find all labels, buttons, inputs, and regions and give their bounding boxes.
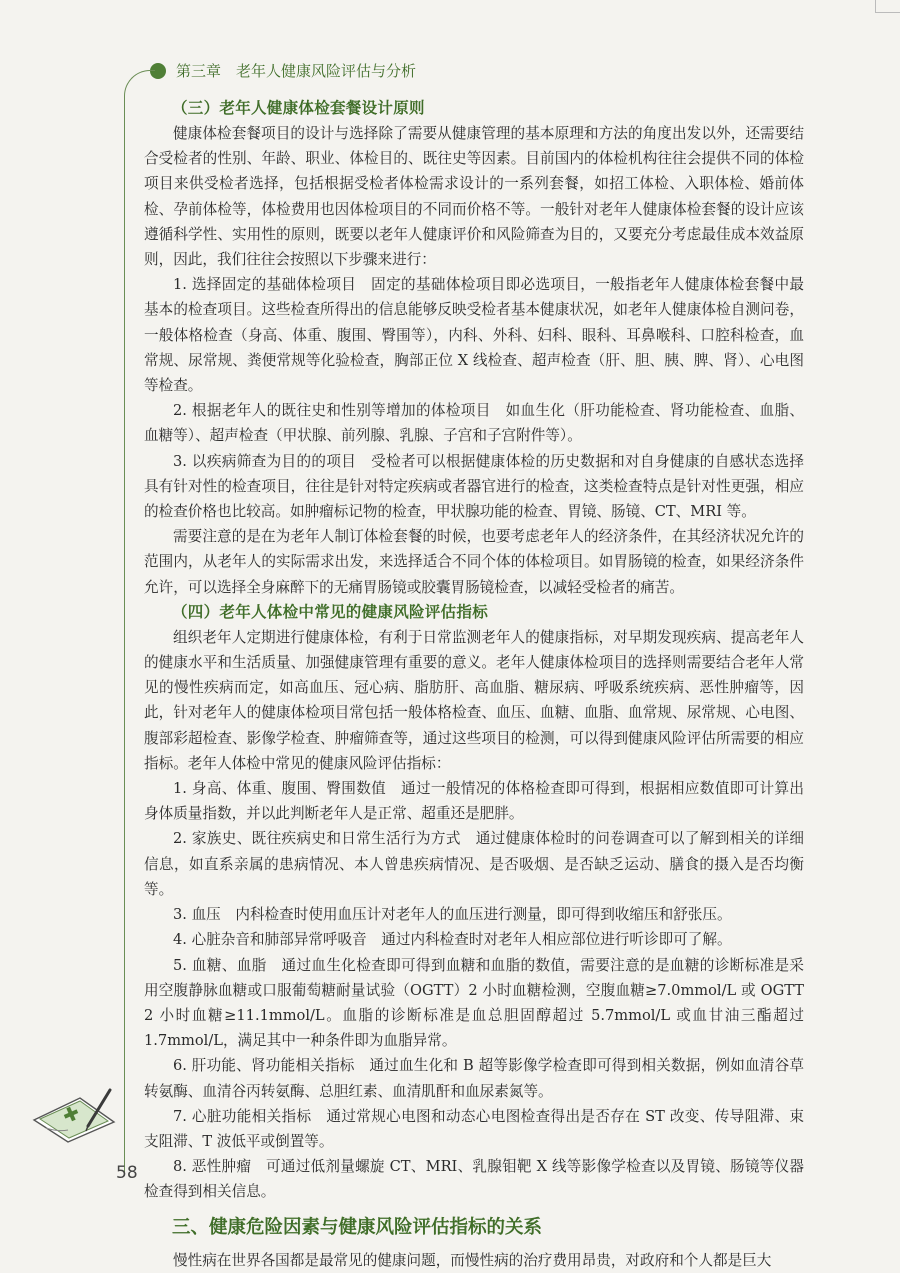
margin-rail-line <box>124 108 125 1173</box>
paragraph: 3. 以疾病筛查为目的的项目 受检者可以根据健康体检的历史数据和对自身健康的自感状态选择具有针对性的检查项目，往往是针对特定疾病或者器官进行的检查，这类检查特点是针对性更强，相应的检查价格也比较高。如肿瘤标记物的检查，甲状腺功能的检查、胃镜、肠镜、CT、MRI 等。 <box>144 452 804 521</box>
paragraph: 组织老年人定期进行健康体检，有利于日常监测老年人的健康指标，对早期发现疾病、提高老年人的健康水平和生活质量、加强健康管理有重要的意义。老年人健康体检项目的选择则需要结合老年人常见的慢性疾病而定，如高血压、冠心病、脂肪肝、高血脂、糖尿病、呼吸系统疾病、恶性肿瘤等，因此，针对老年人的健康体检项目常包括一般体格检查、血压、血糖、血脂、血常规、尿常规、心电图、腹部彩超检查、影像学检查、肿瘤筛查等，通过这些项目的检测，可以得到健康风险评估所需要的相应指标。老年人体检中常见的健康风险评估指标： <box>144 628 804 772</box>
paragraph: 2. 根据老年人的既往史和性别等增加的体检项目 如血生化（肝功能检查、肾功能检查、血脂、血糖等）、超声检查（甲状腺、前列腺、乳腺、子宫和子宫附件等）。 <box>144 402 804 445</box>
paragraph: 4. 心脏杂音和肺部异常呼吸音 通过内科检查时对老年人相应部位进行听诊即可了解。 <box>173 931 732 949</box>
section-3-heading: （三）老年人健康体检套餐设计原则 <box>172 99 425 117</box>
paragraph: 2. 家族史、既往疾病史和日常生活行为方式 通过健康体检时的问卷调查可以了解到相关的详细信息，如直系亲属的患病情况、本人曾患疾病情况、是否吸烟、是否缺乏运动、膳食的摄入是否均衡等。 <box>144 830 804 898</box>
paragraph: 1. 身高、体重、腹围、臀围数值 通过一般情况的体格检查即可得到，根据相应数值即可计算出身体质量指数，并以此判断老年人是正常、超重还是肥胖。 <box>144 780 804 823</box>
part-3-heading: 三、健康危险因素与健康风险评估指标的关系 <box>172 1216 543 1238</box>
paragraph: 3. 血压 内科检查时使用血压计对老年人的血压进行测量，即可得到收缩压和舒张压。 <box>173 906 732 924</box>
section-4-heading: （四）老年人体检中常见的健康风险评估指标 <box>172 602 489 621</box>
paragraph: 8. 恶性肿瘤 可通过低剂量螺旋 CT、MRI、乳腺钼靶 X 线等影像学检查以及胃镜、肠镜等仪器检查得到相关信息。 <box>144 1158 804 1201</box>
paragraph: 健康体检套餐项目的设计与选择除了需要从健康管理的基本原理和方法的角度出发以外，还需要结合受检者的性别、年龄、职业、体检目的、既往史等因素。目前国内的体检机构往往会提供不同的体检项目来供受检者选择，包括根据受检者体检需求设计的一系列套餐，如招工体检、入职体检、婚前体检、孕前体检等，体检费用也因体检项目的不同而价格不等。一般针对老年人健康体检套餐的设计应该遵循科学性、实用性的原则，既要以老年人健康评价和风险筛查为目的，又要充分考虑最佳成本效益原则，因此，我们往往会按照以下步骤来进行： <box>144 125 804 269</box>
paragraph: 6. 肝功能、肾功能相关指标 通过血生化和 B 超等影像学检查即可得到相关数据，例如血清谷草转氨酶、血清谷丙转氨酶、总胆红素、血清肌酐和血尿素氮等。 <box>144 1057 804 1100</box>
chapter-title: 第三章 老年人健康风险评估与分析 <box>176 62 417 80</box>
paragraph: 5. 血糖、血脂 通过血生化检查即可得到血糖和血脂的数值，需要注意的是血糖的诊断标准是采用空腹静脉血糖或口服葡萄糖耐量试验（OGTT）2 小时血糖检测，空腹血糖≥7.0mmol/L 或 OGTT 2 小时血糖≥11.1mmol/L。血脂的诊断标准是血总胆固醇超过 5.7mmol/L 或血甘油三酯超过 1.7mmol/L，满足其中一种条件即为血脂异常。 <box>144 956 804 1050</box>
clipboard-pen-icon <box>28 1088 120 1144</box>
paragraph: 慢性病在世界各国都是最常见的健康问题，而慢性病的治疗费用昂贵，对政府和个人都是巨大 <box>173 1251 772 1269</box>
page-body <box>144 96 804 1273</box>
paragraph: 1. 选择固定的基础体检项目 固定的基础体检项目即必选项目，一般指老年人健康体检套餐中最基本的检查项目。这些检查所得出的信息能够反映受检者基本健康状况，如老年人健康体检自测问卷，一般体格检查（身高、体重、腹围、臀围等），内科、外科、妇科、眼科、耳鼻喉科、口腔科检查，血常规、尿常规、粪便常规等化验检查，胸部正位 X 线检查、超声检查（肝、胆、胰、脾、肾）、心电图等检查。 <box>144 276 804 395</box>
paragraph: 需要注意的是在为老年人制订体检套餐的时候，也要考虑老年人的经济条件，在其经济状况允许的范围内，从老年人的实际需求出发，来选择适合不同个体的体检项目。如胃肠镜的检查，如果经济条件允许，可以选择全身麻醉下的无痛胃肠镜或胶囊胃肠镜检查，以减轻受检者的痛苦。 <box>144 528 804 596</box>
crop-mark <box>875 0 900 13</box>
paragraph: 7. 心脏功能相关指标 通过常规心电图和动态心电图检查得出是否存在 ST 改变、传导阻滞、束支阻滞、T 波低平或倒置等。 <box>144 1107 804 1150</box>
page-number: 58 <box>116 1163 138 1183</box>
